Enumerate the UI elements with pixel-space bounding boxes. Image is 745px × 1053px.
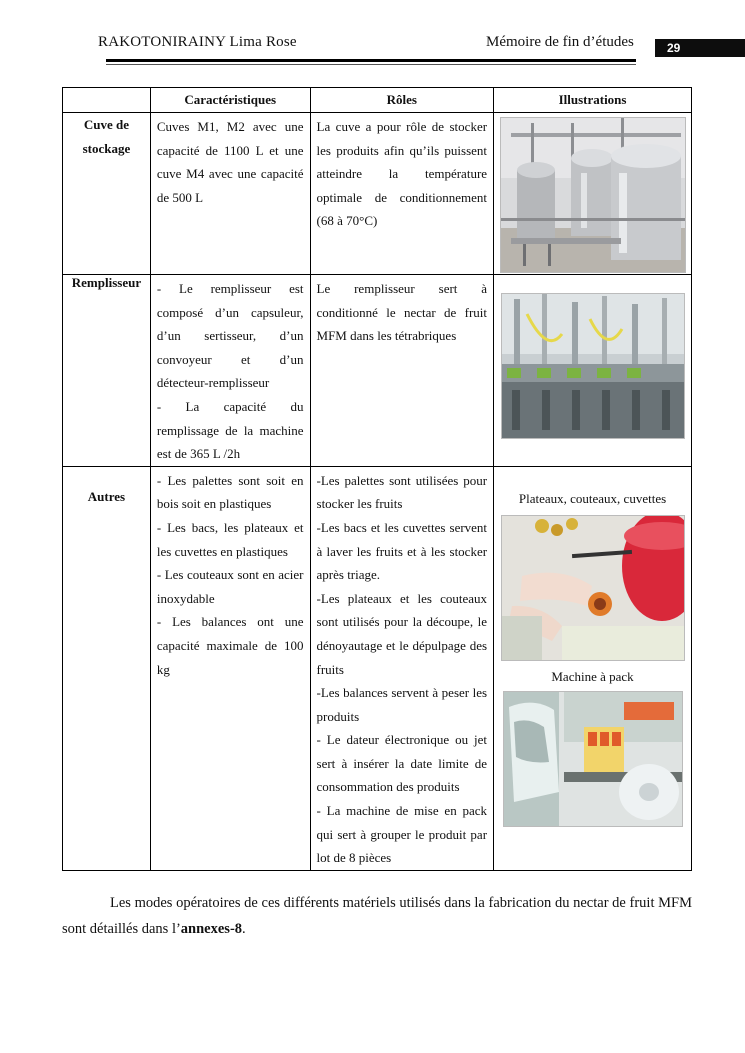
roles-cell bbox=[310, 113, 494, 275]
row-label-line: Remplisseur bbox=[71, 275, 142, 290]
characteristics-text: - Les couteaux sont en acier inoxydable bbox=[156, 567, 304, 606]
roles-text: Le remplisseur sert à conditionné le nectar de fruit MFM dans les tétrabriques bbox=[316, 281, 488, 344]
illustration-cell bbox=[494, 466, 692, 870]
roles-cell bbox=[310, 466, 494, 870]
roles-text: -Les plateaux et les couteaux sont utilisés pour la découpe, le dénoyautage et le dépulpage des fruits bbox=[316, 590, 488, 677]
roles-text: - La machine de mise en pack qui sert à grouper le produit par lot de 8 pièces bbox=[316, 803, 488, 866]
row-label-line: stockage bbox=[82, 141, 131, 156]
column-header-illustrations: Illustrations bbox=[494, 88, 692, 113]
header-rule-thin bbox=[106, 64, 636, 65]
header-title: Mémoire de fin d’études bbox=[486, 34, 634, 50]
illustration-cell bbox=[494, 275, 692, 467]
column-header-characteristics: Caractéristiques bbox=[150, 88, 310, 113]
illustration-caption: Plateaux, couteaux, cuvettes bbox=[518, 490, 667, 506]
trays-knives-photo bbox=[501, 515, 685, 661]
illustration-cell bbox=[494, 113, 692, 275]
equipment-table bbox=[62, 87, 692, 871]
characteristics-text: - Les bacs, les plateaux et les cuvettes en plastiques bbox=[156, 519, 304, 559]
characteristics-text: - Le remplisseur est composé d’un capsuleur, d’un sertisseur, d’un convoyeur et d’un détecteur-remplisseur bbox=[156, 281, 304, 391]
paragraph-annex-ref: annexes-8 bbox=[180, 921, 243, 937]
page-number-badge bbox=[655, 39, 745, 57]
page-number: 29 bbox=[667, 41, 681, 55]
row-label-autres bbox=[63, 466, 151, 870]
table-row bbox=[63, 275, 692, 467]
characteristics-cell bbox=[150, 466, 310, 870]
column-header-empty bbox=[63, 88, 151, 113]
characteristics-text: - La capacité du remplissage de la machine est de 365 L /2h bbox=[156, 398, 304, 462]
header-rule-thick bbox=[106, 59, 636, 62]
row-label-cuve bbox=[63, 113, 151, 275]
paragraph-text: Les modes opératoires de ces différents matériels utilisés dans la fabrication du nectar de fruit MFM sont détaillés dans l’ bbox=[62, 895, 692, 937]
filler-machine-photo bbox=[501, 293, 685, 439]
characteristics-text: - Les balances ont une capacité maximale de 100 kg bbox=[156, 614, 304, 677]
row-label-remplisseur bbox=[63, 275, 151, 467]
table-row bbox=[63, 466, 692, 870]
column-header-roles: Rôles bbox=[310, 88, 494, 113]
roles-text: -Les bacs et les cuvettes servent à laver les fruits et à les stocker après triage. bbox=[316, 519, 488, 583]
illustration-caption: Machine à pack bbox=[551, 668, 634, 684]
roles-text: -Les balances servent à peser les produits bbox=[316, 685, 488, 724]
page-header bbox=[0, 0, 745, 70]
row-label-line: Cuve de bbox=[83, 117, 130, 132]
table-row bbox=[63, 113, 692, 275]
roles-text: - Le dateur électronique ou jet sert à insérer la date limite de consommation des produits bbox=[316, 732, 488, 795]
roles-text: La cuve a pour rôle de stocker les produits afin qu’ils puissent atteindre la température optimale de conditionnement (68 à 70°C) bbox=[316, 119, 488, 229]
pack-machine-photo bbox=[503, 691, 683, 827]
roles-cell bbox=[310, 275, 494, 467]
closing-paragraph bbox=[62, 890, 692, 942]
characteristics-text: Cuves M1, M2 avec une capacité de 1100 L et une cuve M4 avec une capacité de 500 L bbox=[156, 119, 304, 205]
header-author: RAKOTONIRAINY Lima Rose bbox=[98, 34, 297, 50]
storage-tanks-photo bbox=[500, 117, 686, 273]
characteristics-cell bbox=[150, 113, 310, 275]
table-header-row bbox=[63, 88, 692, 113]
paragraph-text-end: . bbox=[242, 921, 246, 937]
characteristics-text: - Les palettes sont soit en bois soit en plastiques bbox=[156, 472, 304, 512]
roles-text: -Les palettes sont utilisées pour stocker les fruits bbox=[316, 472, 488, 512]
row-label-line: Autres bbox=[87, 488, 126, 504]
characteristics-cell bbox=[150, 275, 310, 467]
